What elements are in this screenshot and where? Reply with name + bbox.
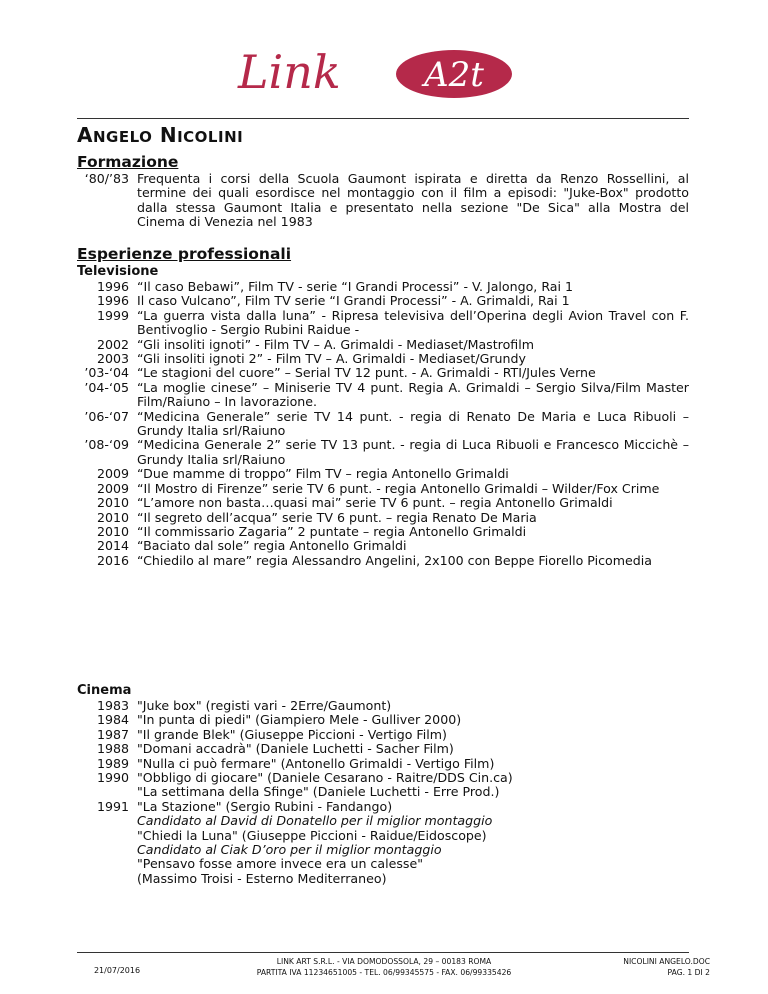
entry-year: 1987	[96, 726, 129, 742]
list-item	[77, 511, 689, 525]
entry-text: Candidato al David di Donatello per il miglior montaggio	[137, 813, 493, 829]
name-last-rest: ICOLINI	[177, 128, 244, 146]
entry-year: 1990	[96, 770, 129, 786]
section-esperienze-title: Esperienze professionali	[77, 245, 292, 263]
list-item	[77, 294, 689, 308]
entry-year	[77, 785, 137, 799]
entry-year: 1996	[96, 279, 129, 294]
entry-text: “Gli insoliti ignoti” - Film TV – A. Grimaldi - Mediaset/Mastrofilm	[137, 336, 534, 352]
list-item	[77, 843, 689, 857]
entry-text: "Juke box" (registi vari - 2Erre/Gaumont)	[137, 698, 392, 713]
list-item	[77, 800, 689, 814]
list-item	[77, 525, 689, 539]
list-item	[77, 172, 689, 230]
subsection-televisione-title: Televisione	[77, 264, 159, 279]
list-item	[77, 438, 689, 467]
entry-text: “Baciato dal sole” regia Antonello Grimaldi	[137, 538, 407, 554]
entry-year: 2003	[96, 351, 129, 367]
list-item	[77, 467, 689, 481]
entry-text: “Medicina Generale 2” serie TV 13 punt. - regia di Luca Ribuoli e Francesco Miccichè – Grundy Italia srl/Raiuno	[137, 437, 689, 467]
entry-year	[77, 814, 137, 828]
entry-text: “La moglie cinese” – Miniserie TV 4 punt. Regia A. Grimaldi – Sergio Silva/Film Master Film/Raiuno – In lavorazione.	[137, 379, 689, 410]
list-item	[77, 857, 689, 871]
section-formazione-title: Formazione	[77, 153, 179, 171]
entry-year: 2010	[96, 523, 129, 539]
entry-text: "Il grande Blek" (Giuseppe Piccioni - Vertigo Film)	[137, 726, 447, 742]
entry-year: 2016	[96, 552, 129, 568]
entry-year	[77, 829, 137, 843]
entry-text: “Due mamme di troppo” Film TV – regia Antonello Grimaldi	[137, 466, 509, 482]
entry-year	[77, 843, 137, 857]
entry-text: (Massimo Troisi - Esterno Mediterraneo)	[137, 870, 387, 886]
entry-year: 1983	[96, 698, 129, 713]
entry-year: ’03-‘04	[84, 365, 129, 381]
list-item	[77, 338, 689, 352]
entry-text: Frequenta i corsi della Scuola Gaumont ispirata e diretta da Renzo Rossellini, al termine dei quali esordisce nel montaggio con il film a episodi: "Juke-Box" prodotto dalla stessa Gaumont Italia e presentato nella sezione "De Sica" alla Mostra del Cinema di Venezia nel 1983	[137, 171, 689, 230]
list-item	[77, 814, 689, 828]
list-item	[77, 757, 689, 771]
televisione-list	[77, 280, 689, 568]
entry-text: “Il caso Bebawi”, Film TV - serie “I Grandi Processi” - V. Jalongo, Rai 1	[137, 279, 574, 294]
entry-year: ’08-‘09	[84, 437, 129, 453]
entry-text: “L’amore non basta…quasi mai” serie TV 6 punt. – regia Antonello Grimaldi	[137, 495, 613, 511]
entry-text: “Il Mostro di Firenze” serie TV 6 punt. - regia Antonello Grimaldi – Wilder/Fox Crime	[137, 480, 660, 496]
name-first-rest: NGELO	[92, 128, 153, 146]
cinema-list	[77, 699, 689, 886]
entry-year	[77, 857, 137, 871]
entry-year: 1984	[96, 712, 129, 728]
entry-year: 1991	[96, 798, 129, 814]
entry-year: 1999	[96, 307, 129, 323]
entry-text: Il caso Vulcano”, Film TV serie “I Grandi Processi” - A. Grimaldi, Rai 1	[137, 293, 570, 309]
entry-year: 2010	[96, 495, 129, 511]
entry-year: 1996	[96, 293, 129, 309]
entry-text: “Il commissario Zagaria” 2 puntate – regia Antonello Grimaldi	[137, 523, 527, 539]
entry-year: 2009	[96, 466, 129, 482]
list-item	[77, 728, 689, 742]
entry-year: 2014	[96, 538, 129, 554]
formazione-list	[77, 172, 689, 230]
header-rule	[77, 118, 689, 119]
entry-text: “Gli insoliti ignoti 2” - Film TV – A. Grimaldi - Mediaset/Grundy	[137, 351, 526, 367]
entry-text: "Domani accadrà" (Daniele Luchetti - Sacher Film)	[137, 741, 454, 757]
list-item	[77, 482, 689, 496]
entry-text: Candidato al Ciak D’oro per il miglior montaggio	[137, 842, 442, 858]
list-item	[77, 381, 689, 410]
entry-text: “Il segreto dell’acqua” serie TV 6 punt. – regia Renato De Maria	[137, 509, 537, 525]
entry-year: 2009	[96, 480, 129, 496]
entry-year: ’06-‘07	[84, 408, 129, 424]
entry-text: "Nulla ci può fermare" (Antonello Grimaldi - Vertigo Film)	[137, 755, 495, 771]
list-item	[77, 829, 689, 843]
entry-text: "Chiedi la Luna" (Giuseppe Piccioni - Raidue/Eidoscope)	[137, 827, 487, 843]
entry-text: “Chiedilo al mare” regia Alessandro Angelini, 2x100 con Beppe Fiorello Picomedia	[137, 552, 652, 568]
entry-text: “Le stagioni del cuore” – Serial TV 12 punt. - A. Grimaldi - RTI/Jules Verne	[137, 365, 596, 381]
entry-text: “La guerra vista dalla luna” - Ripresa televisiva dell’Operina degli Avion Travel con F. Bentivoglio - Sergio Rubini Raidue -	[137, 307, 689, 338]
entry-year: 1989	[96, 755, 129, 771]
list-item	[77, 785, 689, 799]
list-item	[77, 496, 689, 510]
entry-text: "Pensavo fosse amore invece era un calesse"	[137, 856, 423, 872]
footer-company	[200, 956, 568, 978]
subsection-cinema-title: Cinema	[77, 683, 132, 698]
list-item	[77, 699, 689, 713]
footer-filename: NICOLINI ANGELO.DOC	[623, 957, 710, 966]
entry-text: “Medicina Generale” serie TV 14 punt. - regia di Renato De Maria e Luca Ribuoli – Grundy Italia srl/Raiuno	[137, 408, 689, 439]
list-item	[77, 554, 689, 568]
list-item	[77, 366, 689, 380]
logo-badge-text: A2t	[424, 55, 484, 95]
list-item	[77, 742, 689, 756]
list-item	[77, 872, 689, 886]
entry-text: "In punta di piedi" (Giampiero Mele - Gulliver 2000)	[137, 712, 462, 728]
link-art-logo	[236, 42, 516, 100]
entry-year: 2002	[96, 336, 129, 352]
footer-company-contacts: PARTITA IVA 11234651005 - TEL. 06/99345575 - FAX. 06/99335426	[256, 968, 512, 977]
list-item	[77, 352, 689, 366]
list-item	[77, 539, 689, 553]
name-last-initial: N	[159, 123, 178, 147]
entry-text: "Obbligo di giocare" (Daniele Cesarano - Raitre/DDS Cin.ca)	[137, 770, 513, 786]
logo-text: Link	[238, 45, 341, 99]
entry-year	[77, 872, 137, 886]
person-name	[77, 122, 243, 150]
footer-rule	[77, 952, 689, 953]
list-item	[77, 280, 689, 294]
footer-date: 21/07/2016	[93, 966, 141, 975]
footer-page-number: PAG. 1 DI 2	[667, 968, 710, 977]
entry-text: "La Stazione" (Sergio Rubini - Fandango)	[137, 798, 393, 814]
entry-year: 1988	[96, 741, 129, 757]
list-item	[77, 771, 689, 785]
entry-year: ‘80/’83	[84, 171, 129, 186]
list-item	[77, 309, 689, 338]
entry-text: "La settimana della Sfinge" (Daniele Luchetti - Erre Prod.)	[137, 784, 500, 800]
entry-year: ’04-‘05	[84, 379, 129, 395]
entry-year: 2010	[96, 509, 129, 525]
footer-file-info	[560, 956, 710, 978]
name-first-initial: A	[77, 123, 93, 147]
footer-company-address: LINK ART S.R.L. - VIA DOMODOSSOLA, 29 – 00183 ROMA	[276, 957, 492, 966]
list-item	[77, 410, 689, 439]
list-item	[77, 713, 689, 727]
